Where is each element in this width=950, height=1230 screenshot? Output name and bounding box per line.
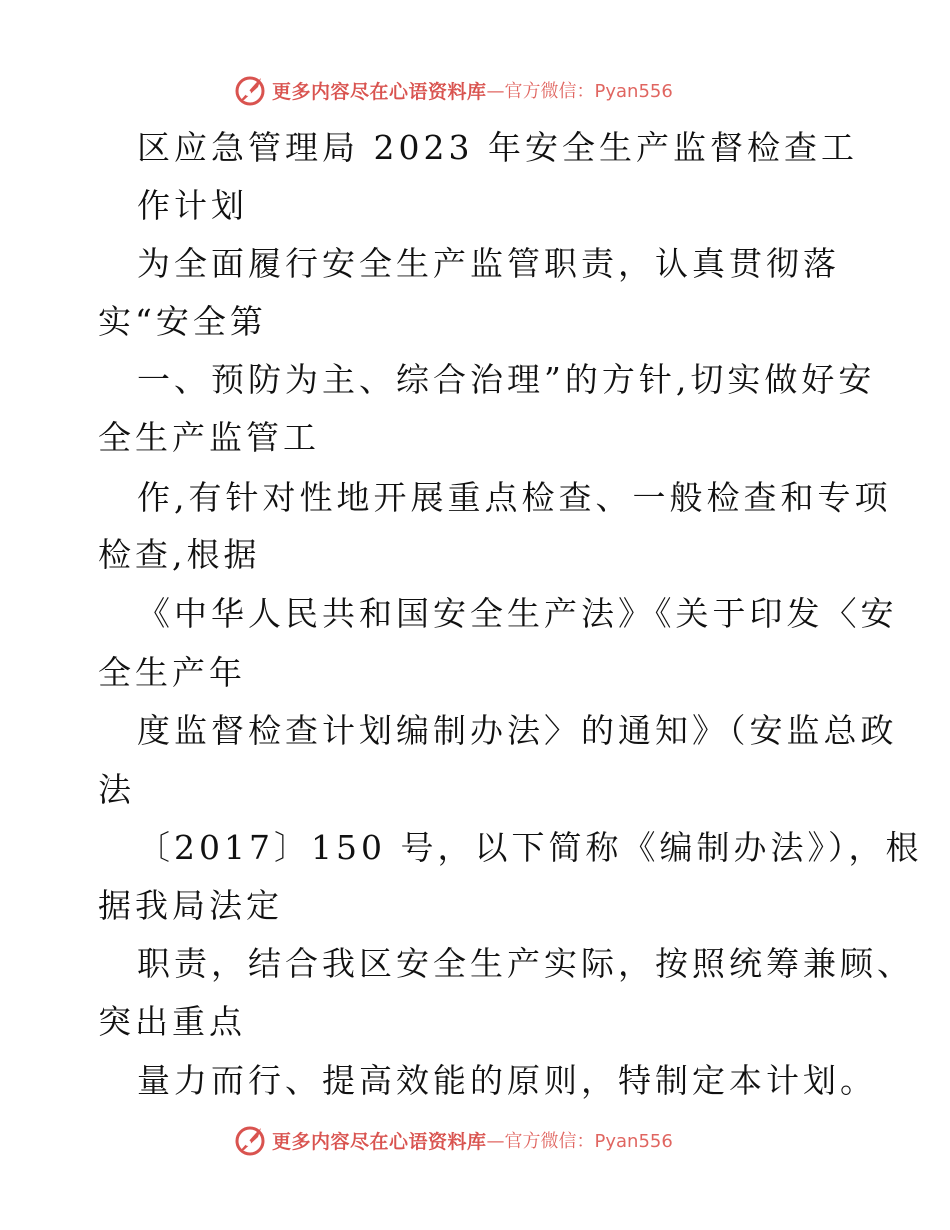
footer-watermark (234, 1122, 754, 1158)
quill-logo-icon (234, 1124, 266, 1156)
doc-line: 一、预防为主、综合治理”的方针,切实做好安 (137, 360, 876, 399)
quill-logo-icon (234, 74, 266, 106)
doc-line: 区应急管理局 2023 年安全生产监督检查工 (137, 128, 858, 167)
doc-line: 全生产监管工 (98, 418, 320, 457)
doc-line: 实“安全第 (98, 302, 267, 341)
doc-line: 量力而行、提高效能的原则，特制定本计划。 (137, 1061, 877, 1100)
watermark-text: 更多内容尽在心语资料库 (272, 80, 487, 103)
doc-line: 为全面履行安全生产监管职责，认真贯彻落 (137, 244, 840, 283)
doc-line: 《中华人民共和国安全生产法》《关于印发〈安 (137, 594, 898, 633)
doc-line: 全生产年 (98, 653, 246, 692)
doc-line: 法 (98, 770, 135, 809)
doc-line: 据我局法定 (98, 886, 283, 925)
doc-line: 检查,根据 (98, 535, 261, 574)
doc-line: 度监督检查计划编制办法〉的通知》（安监总政 (137, 711, 898, 750)
header-watermark (234, 72, 754, 108)
doc-line: 〔2017〕150 号，以下简称《编制办法》），根 (137, 828, 923, 867)
doc-line: 作,有针对性地开展重点检查、一般检查和专项 (137, 478, 892, 517)
doc-line: 突出重点 (98, 1002, 246, 1041)
doc-line: 作计划 (137, 186, 248, 225)
watermark-text: 更多内容尽在心语资料库 (272, 1130, 487, 1153)
watermark-contact: —官方微信：Pyan556 (486, 81, 673, 102)
watermark-contact: —官方微信：Pyan556 (486, 1131, 673, 1152)
doc-line: 职责，结合我区安全生产实际，按照统筹兼顾、 (137, 944, 914, 983)
